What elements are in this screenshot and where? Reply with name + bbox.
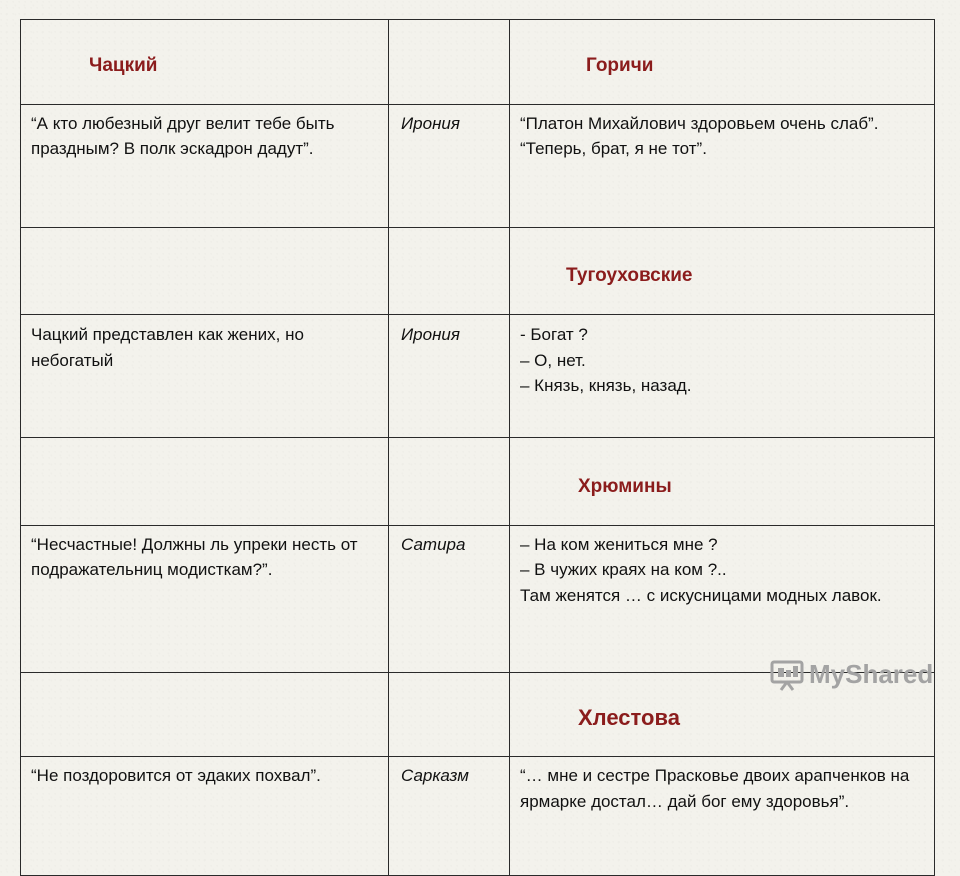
header-name-gorichi: Горичи [586, 54, 654, 76]
table-row [21, 315, 935, 438]
section-title-cell [510, 438, 935, 526]
device-cell: Ирония [389, 315, 510, 438]
header-cell-chatsky [21, 20, 389, 105]
table-row [21, 757, 935, 876]
header-cell-empty [389, 20, 510, 105]
character-quote-cell: – На ком жениться мне ? – В чужих краях на ком ?.. Там женятся … с искусницами модных лавок. [510, 525, 935, 672]
character-quote-cell: “Платон Михайлович здоровьем очень слаб”. “Теперь, брат, я не тот”. [510, 104, 935, 227]
section-empty-cell [389, 672, 510, 757]
watermark-text: MyShared [809, 658, 934, 689]
table-header-row [21, 20, 935, 105]
section-empty-cell [389, 227, 510, 315]
chatsky-quote-cell: “Не поздоровится от эдаких похвал”. [21, 757, 389, 876]
character-quote-cell: “… мне и сестре Прасковье двоих арапченков на ярмарке достал… дай бог ему здоровья”. [510, 757, 935, 876]
section-row [21, 227, 935, 315]
myshared-watermark [769, 654, 933, 694]
device-cell: Сатира [389, 525, 510, 672]
character-quote-cell: - Богат ? – О, нет. – Князь, князь, назад. [510, 315, 935, 438]
projector-screen-icon [769, 656, 805, 692]
table-row [21, 104, 935, 227]
section-empty-cell [389, 438, 510, 526]
table-row [21, 525, 935, 672]
section-title-khlestova: Хлестова [578, 705, 680, 730]
device-cell: Сарказм [389, 757, 510, 876]
section-row [21, 438, 935, 526]
section-title-tugoukhovskie: Тугоуховские [566, 265, 693, 286]
section-empty-cell [21, 672, 389, 757]
header-name-chatsky: Чацкий [89, 54, 158, 76]
chatsky-quote-cell: Чацкий представлен как жених, но небогатый [21, 315, 389, 438]
section-empty-cell [21, 438, 389, 526]
section-title-khryuminy: Хрюмины [578, 475, 672, 497]
device-cell: Ирония [389, 104, 510, 227]
literary-devices-table [20, 19, 935, 876]
section-empty-cell [21, 227, 389, 315]
chatsky-quote-cell: “Несчастные! Должны ль упреки несть от подражательниц модисткам?”. [21, 525, 389, 672]
header-cell-gorichi [510, 20, 935, 105]
section-title-cell [510, 227, 935, 315]
chatsky-quote-cell: “А кто любезный друг велит тебе быть праздным? В полк эскадрон дадут”. [21, 104, 389, 227]
